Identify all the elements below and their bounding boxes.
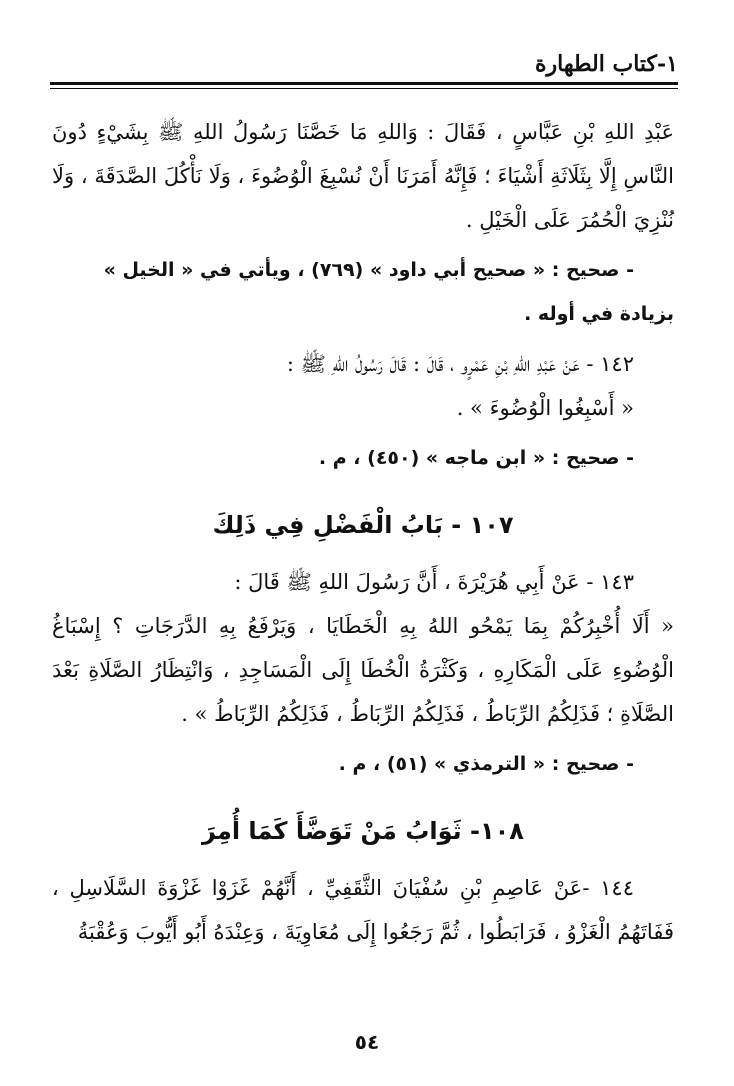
- grade-note-143: - صحيح : « الترمذي » (٥١) ، م .: [338, 753, 634, 775]
- chapter-heading-107: ١٠٧ - بَابُ الْفَضْلِ فِي ذَلِكَ: [212, 511, 514, 539]
- hadith-143-text: « أَلَا أُخْبِرُكُمْ بِمَا يَمْحُو اللهُ بِهِ الْخَطَايَا ، وَيَرْفَعُ بِهِ الدَّرَجَاتِ ؟ إِسْبَاغُ الْوُضُوءِ عَلَى الْمَكَارِهِ ، وَكَثْرَةُ الْخُطَا إِلَى الْمَسَاجِدِ ، وَانْتِظَارُ الصَّلَاةِ بَعْدَ الصَّلَاةِ ؛ فَذَلِكُمُ الرِّبَاطُ ، فَذَلِكُمُ الرِّبَاطُ ، فَذَلِكُمُ الرِّبَاطُ » .: [52, 614, 674, 726]
- header-title: ١-كتاب الطهارة: [534, 51, 678, 77]
- header-rule-thick: [50, 82, 678, 85]
- page-body: [52, 110, 674, 954]
- hadith-142: ١٤٢ - عَنْ عَبْدِ اللهِ بْنِ عَمْرٍو ، قَالَ : قَالَ رَسُولُ اللهِ ﷺ :: [286, 352, 634, 376]
- header-rule-thin: [50, 88, 678, 89]
- page-number: ٥٤: [354, 1030, 380, 1054]
- hadith-144: ١٤٤ -عَنْ عَاصِمِ بْنِ سُفْيَانَ الثَّقَفِيِّ ، أَنَّهُمْ غَزَوْا غَزْوَةَ السَّلَاسِلِ ، فَفَاتَهُمُ الْغَزْوُ ، فَرَابَطُوا ، ثُمَّ رَجَعُوا إِلَى مُعَاوِيَةَ ، وَعِنْدَهُ أَبُو أَيُّوبَ وَعُقْبَةُ: [52, 876, 674, 944]
- grade-note-1: - صحيح : « صحيح أبي داود » (٧٦٩) ، ويأتي في « الخيل » بزيادة في أوله .: [103, 259, 674, 325]
- paragraph-continuation: عَبْدِ اللهِ بْنِ عَبَّاسٍ ، فَقَالَ : وَاللهِ مَا خَصَّنَا رَسُولُ اللهِ ﷺ بِشَيْءٍ دُونَ النَّاسِ إِلَّا بِثَلَاثَةِ أَشْيَاءَ ؛ فَإِنَّهُ أَمَرَنَا أَنْ نُسْبِغَ الْوُضُوءَ ، وَلَا نَأْكُلَ الصَّدَقَةَ ، وَلَا نُنْزِيَ الْحُمُرَ عَلَى الْخَيْلِ .: [52, 120, 674, 232]
- hadith-143: ١٤٣ - عَنْ أَبِي هُرَيْرَةَ ، أَنَّ رَسُولَ اللهِ ﷺ قَالَ :: [234, 570, 634, 594]
- grade-note-142: - صحيح : « ابن ماجه » (٤٥٠) ، م .: [318, 447, 634, 469]
- chapter-heading-108: ١٠٨- ثَوَابُ مَنْ تَوَضَّأَ كَمَا أُمِرَ: [202, 817, 524, 845]
- running-header: [50, 48, 678, 88]
- hadith-142-text: « أَسْبِغُوا الْوُضُوءَ » .: [456, 396, 634, 420]
